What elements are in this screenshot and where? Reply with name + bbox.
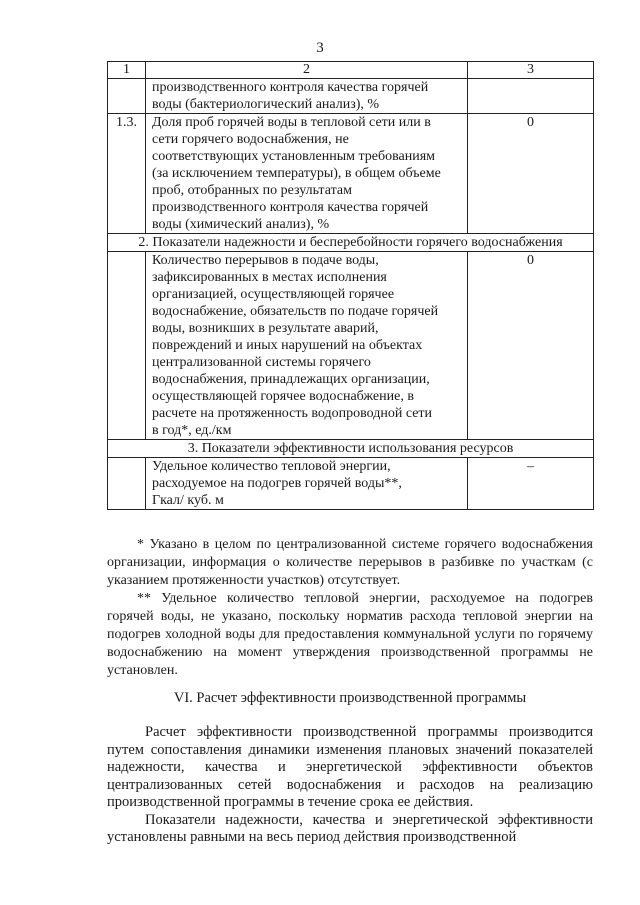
- row-description: [146, 79, 468, 114]
- paragraph: Показатели надежности, качества и энергетической эффективности установлены равными на весь период действия производственной: [107, 811, 593, 845]
- row-text-line: Удельное количество тепловой энергии,: [152, 459, 391, 474]
- table-row: [108, 114, 594, 234]
- row-text-line: организацией, осуществляющей горячее: [152, 287, 395, 302]
- row-text-line: проб, отобранных по результатам: [152, 183, 352, 198]
- page-number: 3: [316, 40, 324, 56]
- footnote-2: ** Удельное количество тепловой энергии, расходуемое на подогрев горячей воды, не указано, поскольку норматив расхода тепловой энергии на подогрев холодной воды для предоставления коммунальной услуги по горячему водоснабжению на момент утверждения производственной программы не установлен.: [107, 591, 593, 678]
- column-header-2: 2: [146, 62, 468, 79]
- section-row: [108, 234, 594, 252]
- row-number: [108, 458, 146, 510]
- row-number: [108, 252, 146, 440]
- section-row: [108, 440, 594, 458]
- row-text-line: расходуемое на подогрев горячей воды**,: [152, 476, 402, 491]
- row-text-line: водоснабжение, обязательств по подаче горячей: [152, 304, 439, 319]
- row-text-line: Количество перерывов в подаче воды,: [152, 253, 379, 268]
- paragraph: Расчет эффективности производственной программы производится путем сопоставления динамики изменения плановых значений показателей надежности, качества и энергетической эффективности объектов централизованных сетей водоснабжения и расходов на реализацию производственной программы в течение срока ее действия.: [107, 724, 593, 810]
- row-text-line: соответствующих установленным требованиям: [152, 149, 436, 164]
- indicators-table: [107, 61, 594, 510]
- table-header-row: [108, 62, 594, 79]
- body-text: [107, 724, 593, 847]
- row-text-line: водоснабжения, принадлежащих организации,: [152, 372, 430, 387]
- row-text-line: воды, возникших в результате аварий,: [152, 321, 379, 336]
- row-number: 1.3.: [108, 114, 146, 234]
- row-text-line: повреждений и иных нарушений на объектах: [152, 338, 423, 353]
- footnote-1: * Указано в целом по централизованной системе горячего водоснабжения организации, информация о количестве перерывов в разбивке по участкам (с указанием протяженности участков) отсутствует.: [107, 537, 593, 588]
- row-number: [108, 79, 146, 114]
- row-text-line: Доля проб горячей воды в тепловой сети или в: [152, 115, 431, 130]
- row-text-line: производственного контроля качества горячей: [152, 80, 429, 95]
- row-text-line: (за исключением температуры), в общем объеме: [152, 166, 441, 181]
- row-text-line: расчете на протяженность водопроводной сети: [152, 406, 433, 421]
- section-title-reliability: 2. Показатели надежности и бесперебойности горячего водоснабжения: [108, 234, 594, 252]
- row-text-line: осуществляющей горячее водоснабжение, в: [152, 389, 414, 404]
- table-row: [108, 79, 594, 114]
- footnotes: [107, 536, 593, 680]
- row-text-line: в год*, ед./км: [152, 423, 232, 438]
- row-text-line: производственного контроля качества горячей: [152, 200, 429, 215]
- column-header-3: 3: [468, 62, 594, 79]
- row-description: [146, 458, 468, 510]
- row-value: –: [468, 458, 594, 510]
- row-description: [146, 252, 468, 440]
- row-text-line: централизованной системы горячего: [152, 355, 371, 370]
- column-header-1: 1: [108, 62, 146, 79]
- section-title-resources: 3. Показатели эффективности использования ресурсов: [108, 440, 594, 458]
- row-description: [146, 114, 468, 234]
- table-row: [108, 458, 594, 510]
- row-text-line: зафиксированных в местах исполнения: [152, 270, 387, 285]
- table-row: [108, 252, 594, 440]
- section-heading: VI. Расчет эффективности производственной программы: [173, 690, 527, 706]
- row-text-line: воды (бактериологический анализ), %: [152, 97, 380, 112]
- row-value: [468, 79, 594, 114]
- row-text-line: Гкал/ куб. м: [152, 493, 224, 508]
- row-value: 0: [468, 252, 594, 440]
- row-text-line: сети горячего водоснабжения, не: [152, 132, 349, 147]
- row-text-line: воды (химический анализ), %: [152, 217, 330, 232]
- row-value: 0: [468, 114, 594, 234]
